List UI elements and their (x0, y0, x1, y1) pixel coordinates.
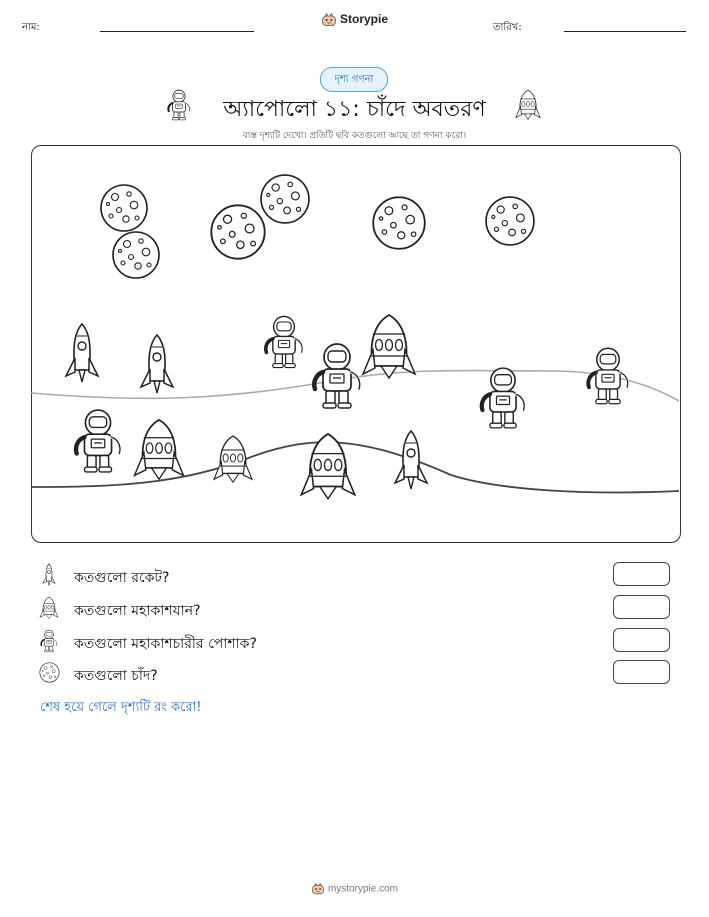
question-text: কতগুলো মহাকাশযান? (74, 603, 201, 619)
brand (0, 12, 709, 28)
date-line[interactable] (564, 31, 686, 32)
spacecraft-icon (514, 88, 542, 122)
date-label: তারিখ: (493, 22, 522, 33)
astronaut-2 (314, 344, 359, 408)
finish-note: শেষ হয়ে গেলে দৃশ্যটি রং করো! (40, 700, 202, 715)
rocket-icon (38, 563, 60, 587)
instructions: ব্যস্ত দৃশ্যটি দেখো। প্রতিটি ছবি কতগুলো আছে তা গণনা করো। (242, 131, 467, 141)
question-text: কতগুলো চাঁদ? (74, 668, 158, 684)
storypie-logo-icon (321, 12, 337, 28)
question-text: কতগুলো মহাকাশচারীর পোশাক? (74, 636, 257, 652)
astronaut-4 (588, 348, 627, 403)
rocket-1 (66, 324, 98, 382)
question-spacesuit (38, 629, 678, 653)
astronaut-1 (266, 316, 302, 367)
rocket-2 (141, 335, 173, 393)
category-badge: দৃশ্য গণনা (320, 67, 388, 92)
answer-box-moon[interactable] (613, 660, 670, 684)
question-moon (38, 661, 678, 685)
storypie-logo-icon (311, 882, 325, 896)
name-label: নাম: (22, 22, 40, 33)
footer (0, 882, 709, 896)
moon-2 (113, 232, 159, 278)
moon-3 (211, 205, 264, 258)
question-rocket (38, 563, 678, 587)
scene-drawing (31, 145, 679, 541)
spacecraft-icon (38, 596, 60, 620)
moon-6 (486, 197, 534, 245)
spacecraft-1 (363, 315, 415, 378)
spacecraft-2 (134, 420, 183, 479)
footer-url[interactable]: mystorypie.com (327, 883, 398, 895)
astronaut-5 (76, 410, 120, 472)
brand-text: Storypie (339, 12, 388, 27)
spacesuit-icon (38, 629, 60, 653)
page-title: অ্যাপোলো ১১: চাঁদে অবতরণ (223, 97, 486, 122)
answer-box-spacesuit[interactable] (613, 628, 670, 652)
question-spacecraft (38, 596, 678, 620)
moon-5 (373, 197, 425, 249)
answer-box-rocket[interactable] (613, 562, 670, 586)
rocket-3 (395, 431, 427, 489)
question-text: কতগুলো রকেট? (74, 570, 170, 586)
answer-box-spacecraft[interactable] (613, 595, 670, 619)
moon-4 (261, 175, 309, 223)
moon-1 (101, 185, 147, 231)
name-line[interactable] (100, 31, 254, 32)
astronaut-3 (482, 368, 524, 428)
moon-icon (38, 661, 60, 685)
